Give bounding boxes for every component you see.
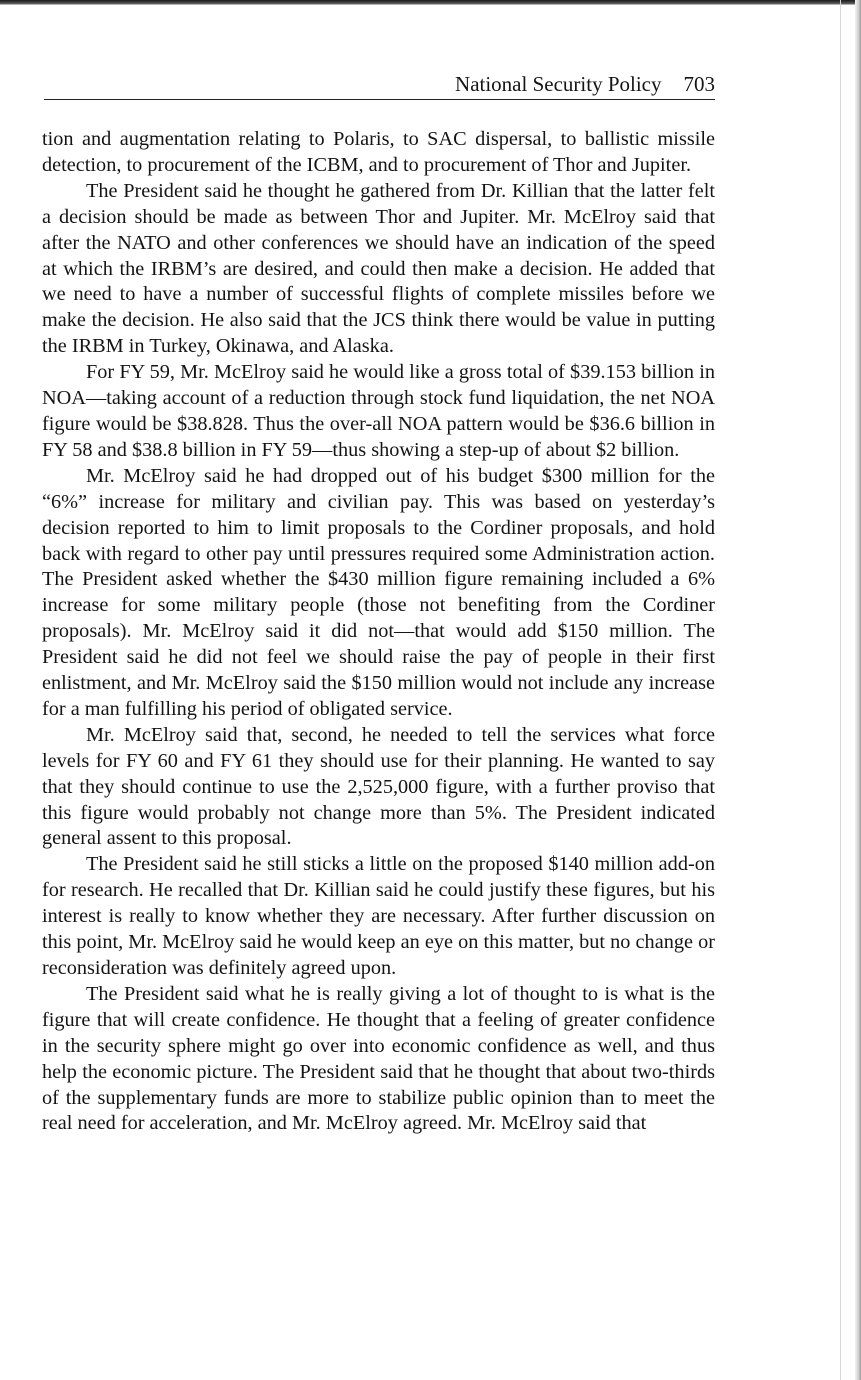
running-head-title: National Security Policy <box>455 72 662 96</box>
page-number: 703 <box>683 72 715 96</box>
paragraph-confidence: The President said what he is really giving a lot of thought to is what is the figure that will create confidence. He thought that a feeling of greater confidence in the security sphere might go over into economic confidence as well, and thus help the economic picture. The President said that he thought that about two-thirds of the supplementary funds are more to stabilize public opinion than to meet the real need for acceleration, and Mr. McElroy agreed. Mr. McElroy said that <box>42 982 715 1135</box>
scan-right-edge <box>855 0 861 1380</box>
scan-top-edge <box>0 0 861 5</box>
running-head <box>44 70 715 100</box>
paragraph-research-addon: The President said he still sticks a little on the proposed $140 million add-on for research. He recalled that Dr. Killian said he could justify these figures, but his interest is really to know whether they are necessary. After further discussion on this point, Mr. McElroy said he would keep an eye on this matter, but no change or reconsideration was definitely agreed upon. <box>42 853 715 979</box>
body-text <box>42 127 715 1137</box>
paragraph-fy59-noa: For FY 59, Mr. McElroy said he would like a gross total of $39.153 billion in NOA—taking account of a reduction through stock fund liquidation, the net NOA figure would be $38.828. Thus the over-all NOA pattern would be $36.6 billion in FY 58 and $38.8 billion in FY 59—thus showing a step-up of about $2 billion. <box>42 361 715 461</box>
paragraph-force-levels: Mr. McElroy said that, second, he needed to tell the services what force levels for FY 60 and FY 61 they should use for their planning. He wanted to say that they should continue to use the 2,525,000 figure, with a further proviso that this figure would probably not change more than 5%. The President indicated general assent to this proposal. <box>42 723 715 850</box>
scan-gutter-line <box>840 0 841 1380</box>
document-page <box>42 70 715 1137</box>
paragraph-continued: tion and augmentation relating to Polaris, to SAC dispersal, to ballistic missile detection, to procurement of the ICBM, and to procurement of Thor and Jupiter. <box>42 128 715 176</box>
paragraph-pay-increase: Mr. McElroy said he had dropped out of his budget $300 million for the “6%” increase for military and civilian pay. This was based on yesterday’s decision reported to him to limit proposals to the Cordiner proposals, and hold back with regard to other pay until pressures required some Administration action. The President asked whether the $430 million figure remaining included a 6% increase for some military people (those not benefiting from the Cordiner proposals). Mr. McElroy said it did not—that would add $150 million. The President said he did not feel we should raise the pay of people in their first enlistment, and Mr. McElroy said the $150 million would not include any increase for a man fulfilling his period of obligated service. <box>42 464 715 720</box>
paragraph-thor-jupiter: The President said he thought he gathered from Dr. Killian that the latter felt a decision should be made as between Thor and Jupiter. Mr. McElroy said that after the NATO and other conferences we should have an indication of the speed at which the IRBM’s are desired, and could then make a decision. He added that we need to have a number of successful flights of complete missiles before we make the decision. He also said that the JCS think there would be value in putting the IRBM in Turkey, Okinawa, and Alaska. <box>42 179 715 358</box>
